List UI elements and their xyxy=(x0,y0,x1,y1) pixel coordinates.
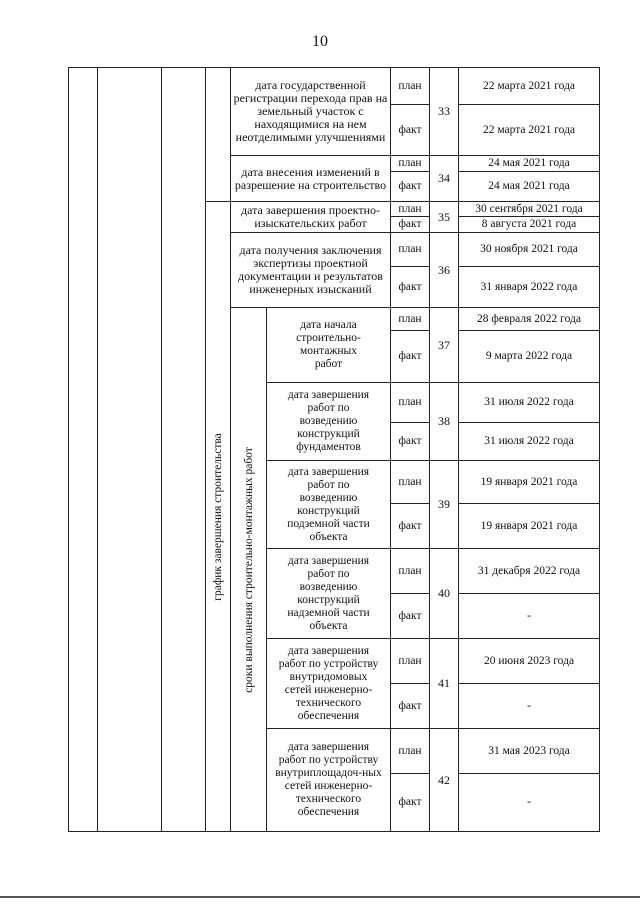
group-header-construction-deadlines xyxy=(231,308,266,831)
table-line xyxy=(97,67,98,831)
fact-label: факт xyxy=(398,123,422,136)
fact-label: факт xyxy=(398,218,422,230)
plan-date: 31 июля 2022 года xyxy=(484,396,574,408)
fact-label: факт xyxy=(398,280,422,293)
row-label: дата завершения работ по устройству внутридомовых сетей инженерно-технического обеспечения xyxy=(278,644,379,722)
plan-label: план xyxy=(398,202,422,215)
plan-date: 24 мая 2021 года xyxy=(488,157,570,169)
page-number: 10 xyxy=(312,33,328,50)
fact-date: - xyxy=(527,609,531,622)
plan-label: план xyxy=(398,243,422,255)
row-label: дата завершения проектно-изыскательских работ xyxy=(241,203,380,230)
row-number: 34 xyxy=(438,171,450,185)
fact-date: 31 июля 2022 года xyxy=(484,435,574,447)
group-header-construction-deadlines-text: сроки выполнения строительно-монтажных работ xyxy=(242,446,255,693)
fact-date: 22 марта 2021 года xyxy=(482,123,576,136)
plan-date: 31 декабря 2022 года xyxy=(477,564,581,577)
plan-date: 30 ноября 2021 года xyxy=(480,243,578,255)
row-number: 35 xyxy=(438,209,450,224)
row-label: дата завершения работ по возведению конструкций подземной части объекта xyxy=(287,465,370,543)
fact-date: 9 марта 2022 года xyxy=(485,350,573,362)
fact-label: факт xyxy=(398,699,422,712)
plan-label: план xyxy=(398,396,422,408)
fact-label: факт xyxy=(398,609,422,622)
table-line xyxy=(599,67,600,831)
table-line xyxy=(161,67,162,831)
plan-date: 19 января 2021 года xyxy=(480,475,578,488)
fact-label: факт xyxy=(398,519,422,532)
plan-label: план xyxy=(398,157,422,169)
row-label: дата государственной регистрации перехода прав на земельный участок с находящимися на нем неотделимыми улучшениями xyxy=(233,78,388,144)
row-label: дата завершения работ по возведению конструкций фундаментов xyxy=(287,389,370,453)
fact-date: - xyxy=(527,699,531,712)
plan-label: план xyxy=(398,79,422,92)
table-line xyxy=(68,67,69,831)
scan-edge-line xyxy=(0,896,640,898)
fact-date: 8 августа 2021 года xyxy=(481,218,577,230)
fact-date: - xyxy=(527,796,531,808)
fact-label: факт xyxy=(398,180,422,192)
plan-date: 20 июня 2023 года xyxy=(483,654,575,667)
row-number: 38 xyxy=(438,414,450,428)
row-label: дата завершения работ по возведению конструкций надземной части объекта xyxy=(287,554,370,632)
row-number: 36 xyxy=(438,262,450,277)
fact-date: 24 мая 2021 года xyxy=(488,180,570,192)
row-number: 42 xyxy=(438,772,450,787)
plan-label: план xyxy=(398,654,422,667)
plan-label: план xyxy=(398,475,422,488)
plan-date: 30 сентября 2021 года xyxy=(475,202,583,215)
table-line xyxy=(68,831,600,832)
row-number: 37 xyxy=(438,337,450,352)
fact-date: 19 января 2021 года xyxy=(480,519,578,532)
row-number: 33 xyxy=(438,104,450,118)
fact-label: факт xyxy=(398,796,422,808)
plan-label: план xyxy=(398,564,422,577)
row-label: дата завершения работ по устройству внутриплощадоч-ных сетей инженерно-технического обеспечения xyxy=(275,741,382,818)
row-number: 40 xyxy=(438,586,450,600)
group-header-completion-schedule-text: график завершения строительства xyxy=(212,432,224,601)
fact-label: факт xyxy=(398,435,422,447)
fact-date: 31 января 2022 года xyxy=(480,280,578,293)
row-label: дата внесения изменений в разрешение на строительство xyxy=(234,164,387,192)
fact-label: факт xyxy=(398,350,422,362)
row-label: дата получения заключения экспертизы проектной документации и результатов инженерных изысканий xyxy=(238,243,383,296)
plan-date: 22 марта 2021 года xyxy=(482,79,576,92)
plan-label: план xyxy=(398,312,422,325)
row-number: 39 xyxy=(438,497,450,511)
plan-label: план xyxy=(398,744,422,757)
row-number: 41 xyxy=(438,676,450,690)
row-label: дата начала строительно-монтажных работ xyxy=(296,319,361,370)
plan-date: 28 февраля 2022 года xyxy=(477,312,581,325)
group-header-completion-schedule xyxy=(206,202,230,831)
plan-date: 31 мая 2023 года xyxy=(488,744,570,757)
